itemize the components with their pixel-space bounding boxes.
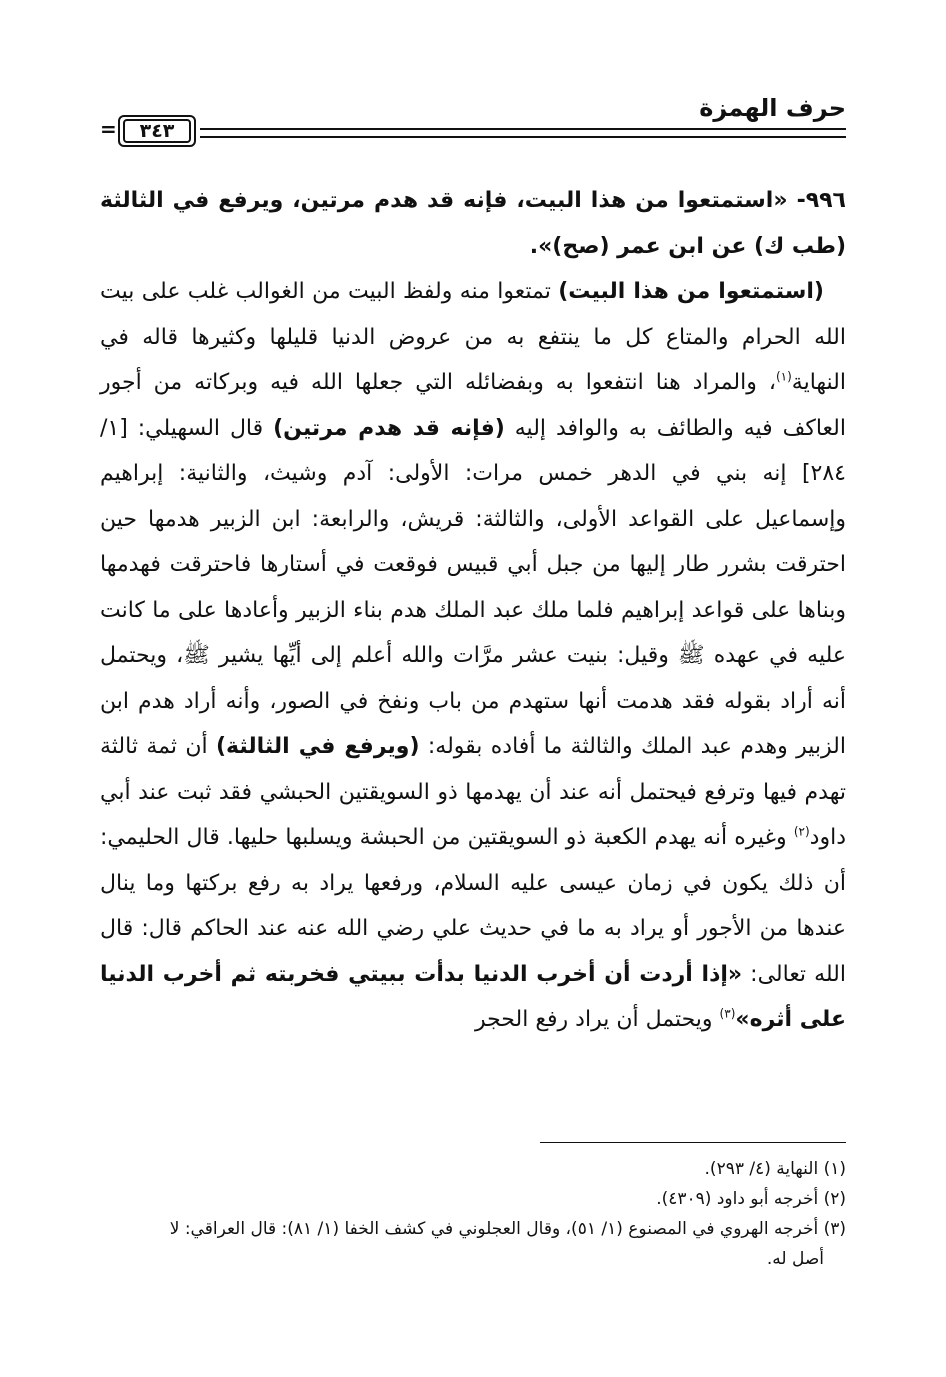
commentary-text-1: تمتعوا منه ولفظ البيت من الغوالب غلب على بيت الله الحرام والمتاع كل ما ينتفع به من عروض الدنيا قليلها وكثيرها قاله في النهاية	[100, 279, 846, 395]
footnote-2: (٢) أخرجه أبو داود (٤٣٠٩).	[656, 1189, 846, 1209]
commentary-text-2: ، والمراد هنا انتفعوا به وبفضائله التي جعلها الله فيه وبركاته من أجور العاكف فيه والطائف به والوافد إليه	[100, 370, 846, 441]
header-mark: =	[100, 117, 117, 141]
page-number-frame	[118, 115, 196, 147]
page-number: ٣٤٣	[123, 119, 191, 143]
quoted-phrase-3: (ويرفع في الثالثة)	[215, 734, 420, 759]
quoted-hadith-qudsi: «إذا أردت أن أخرب الدنيا بدأت ببيتي فخربته ثم أخرب الدنيا على أثره»	[100, 961, 846, 1032]
header-rule-bottom	[200, 136, 846, 138]
commentary-paragraph	[100, 269, 846, 1043]
footnote-ref-2[interactable]: (٢)	[793, 824, 810, 839]
hadith-text: «استمتعوا من هذا البيت، فإنه قد هدم مرتين، ويرفع في الثالثة (طب ك) عن ابن عمر (صح)».	[100, 188, 846, 259]
commentary-text-3: قال السهيلي: [١/ ٢٨٤] إنه بني في الدهر خمس مرات: الأولى: آدم وشيث، والثانية: إبراهيم وإسماعيل على القواعد الأولى، والثالثة: قريش، والرابعة: ابن الزبير هدمها حين احترقت بشرر طار إليها من جبل أبي قبيس فوقعت في أستارها فاحترقت فهدمها وبناها على قواعد إبراهيم فلما ملك عبد الملك هدم بناء الزبير وأعادها على ما كانت عليه في عهده ﷺ وقيل: بنيت عشر مرَّات والله أعلم إلى أيِّها يشير ﷺ، ويحتمل أنه أراد بقوله فقد هدمت أنها ستهدم من باب ونفخ في الصور، وأنه أراد هدم ابن الزبير وهدم عبد الملك والثالثة ما أفاده بقوله:	[100, 415, 846, 759]
commentary-text-4: أن ثمة ثالثة تهدم فيها وترفع فيحتمل أنه عند أن يهدمها ذو السويقتين الحبشي فقد ثبت عند أبي داود	[100, 734, 846, 850]
header-rule-top	[200, 128, 846, 130]
chapter-title: حرف الهمزة	[699, 94, 846, 122]
footnote-3-continuation: أصل له.	[766, 1249, 824, 1269]
footnote-ref-1[interactable]: (١)	[775, 369, 792, 384]
quoted-phrase-2: (فإنه قد هدم مرتين)	[273, 415, 505, 441]
footnote-3: (٣) أخرجه الهروي في المصنوع (١/ ٥١)، وقال العجلوني في كشف الخفا (١/ ٨١): قال العراقي: لا	[169, 1219, 846, 1239]
hadith-number: ٩٩٦-	[796, 188, 846, 213]
hadith-entry	[100, 178, 846, 269]
footnote-1: (١) النهاية (٤/ ٢٩٣).	[704, 1159, 846, 1179]
footnote-separator	[540, 1142, 846, 1143]
footnotes	[100, 1154, 846, 1274]
main-text	[100, 178, 846, 1043]
footnote-ref-3[interactable]: (٣)	[719, 1006, 736, 1021]
quoted-phrase-1: (استمتعوا من هذا البيت)	[558, 279, 824, 304]
commentary-text-5: وغيره أنه يهدم الكعبة ذو السويقتين من الحبشة ويسلبها حليها. قال الحليمي: أن ذلك يكون في زمان عيسى عليه السلام، ورفعها يراد به رفع بركتها وما ينال عندها من الأجور أو يراد به ما في حديث علي رضي الله عنه عند الحاكم قال: قال الله تعالى:	[100, 825, 846, 987]
commentary-text-6: ويحتمل أن يراد رفع الحجر	[474, 1007, 720, 1032]
